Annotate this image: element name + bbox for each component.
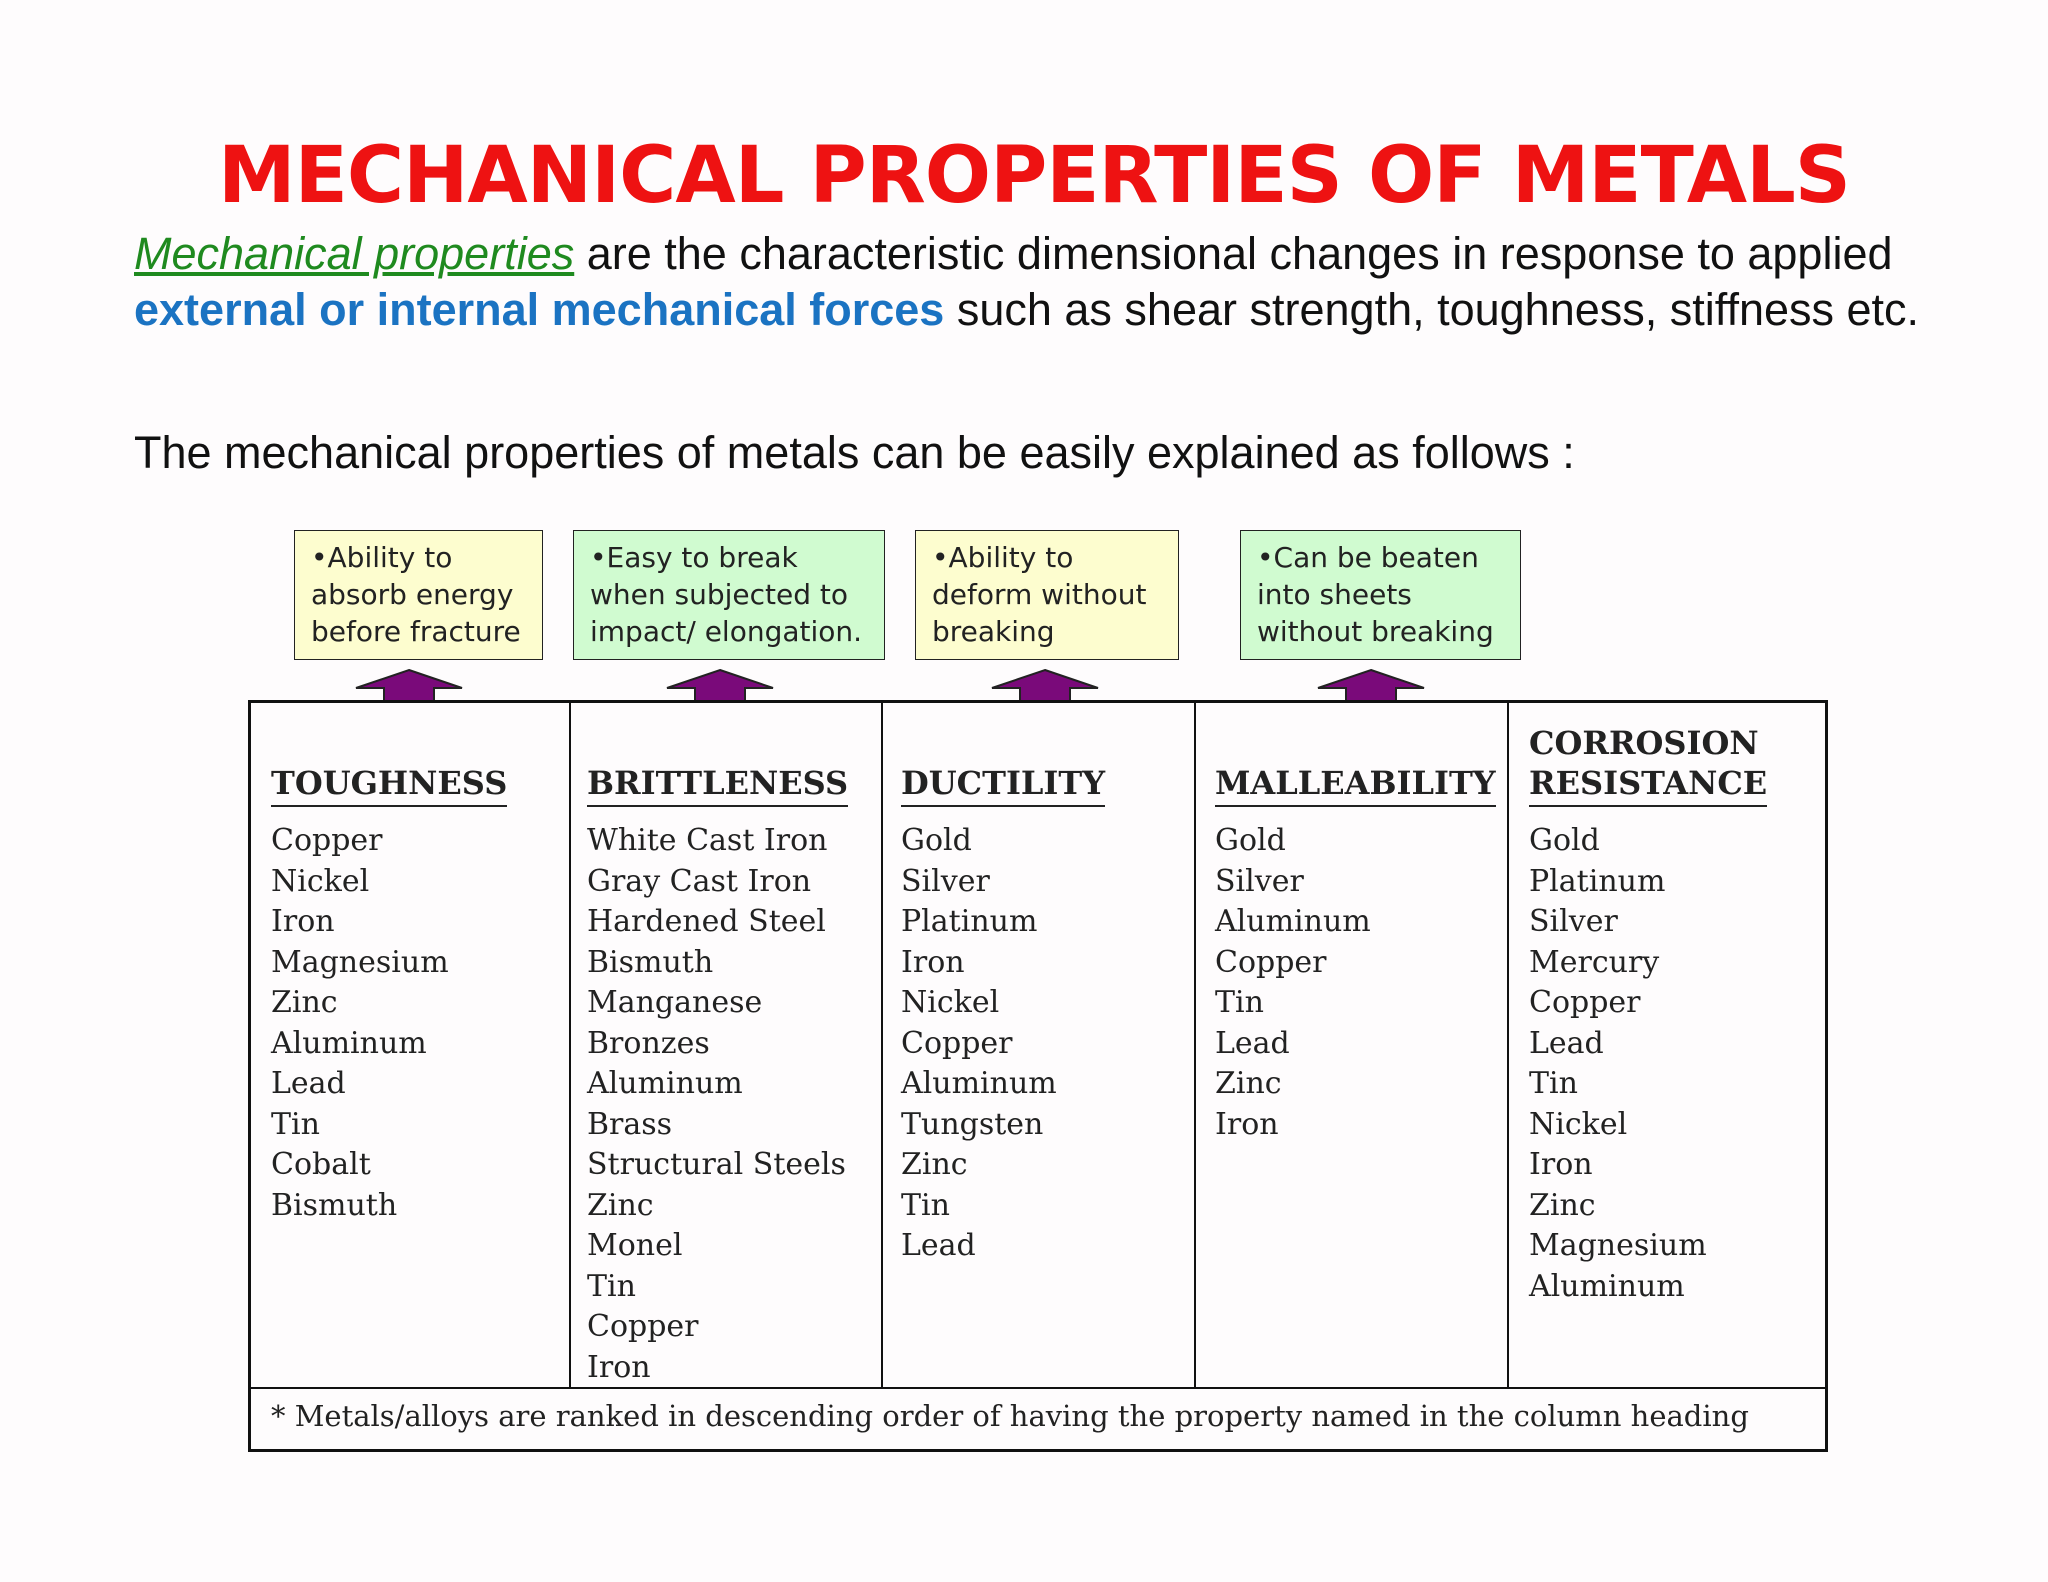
metal-item: Zinc (901, 1147, 968, 1182)
metal-item: Lead (901, 1228, 976, 1263)
column-corrosion-resistance (1529, 723, 1767, 1307)
metal-list (271, 821, 507, 1226)
metal-item: Copper (1215, 944, 1327, 980)
metal-item: Tin (1529, 1066, 1578, 1101)
lead-sentence: The mechanical properties of metals can be easily explained as follows : (134, 427, 1575, 478)
metal-item: Aluminum (587, 1066, 743, 1101)
metal-item: Aluminum (271, 1025, 427, 1061)
metal-item: Bronzes (587, 1025, 710, 1061)
footnote-divider (251, 1387, 1825, 1389)
column-divider (1194, 703, 1196, 1387)
metal-item: Silver (1529, 904, 1618, 939)
metal-item: Gold (1529, 823, 1600, 858)
metal-list (1215, 821, 1496, 1145)
callout-brittleness: •Easy to break when subjected to impact/ elongation. (573, 530, 885, 660)
metal-item: Monel (587, 1228, 683, 1263)
metal-item: Silver (1215, 863, 1304, 899)
metal-item: Cobalt (271, 1147, 371, 1182)
metal-item: Gold (1215, 823, 1286, 858)
column-divider (569, 703, 571, 1387)
metal-item: Bismuth (587, 944, 714, 980)
table-footnote: * Metals/alloys are ranked in descending order of having the property named in the column heading (271, 1399, 1749, 1433)
column-heading: TOUGHNESS (271, 763, 507, 807)
column-divider (881, 703, 883, 1387)
metal-item: Tin (271, 1106, 320, 1142)
intro-text-2: such as shear strength, toughness, stiffness etc. (944, 284, 1920, 335)
metal-list (1529, 821, 1767, 1307)
metal-item: Brass (587, 1106, 673, 1142)
metal-item: Gold (901, 823, 972, 858)
column-heading: MALLEABILITY (1215, 763, 1496, 807)
metal-item: Iron (1215, 1106, 1279, 1142)
metal-item: Nickel (271, 863, 370, 899)
metal-item: Magnesium (271, 944, 449, 980)
column-heading: CORROSION RESISTANCE (1529, 723, 1767, 807)
metal-item: Nickel (1529, 1106, 1628, 1142)
metal-list (901, 821, 1105, 1267)
metal-item: Hardened Steel (587, 904, 826, 939)
callout-malleability: •Can be beaten into sheets without breaking (1240, 530, 1521, 660)
metal-item: Aluminum (1529, 1268, 1685, 1304)
column-divider (1507, 703, 1509, 1387)
metal-item: Copper (901, 1025, 1013, 1061)
metal-item: Aluminum (901, 1066, 1057, 1101)
intro-text-1: are the characteristic dimensional changes in response to applied (574, 228, 1893, 279)
metal-item: Bismuth (271, 1187, 398, 1223)
column-ductility (901, 763, 1105, 1267)
callout-toughness: •Ability to absorb energy before fracture (294, 530, 543, 660)
metal-item: Iron (587, 1349, 651, 1385)
metal-item: Platinum (1529, 863, 1666, 899)
metal-item: Iron (901, 944, 965, 980)
metal-item: Iron (1529, 1147, 1593, 1182)
metal-item: Platinum (901, 904, 1038, 939)
term-link[interactable]: Mechanical properties (134, 228, 575, 279)
metal-item: Nickel (901, 985, 1000, 1020)
metal-item: Lead (1529, 1025, 1604, 1061)
metal-item: Zinc (1215, 1066, 1282, 1101)
column-heading: DUCTILITY (901, 763, 1105, 807)
callout-ductility: •Ability to deform without breaking (915, 530, 1179, 660)
metal-item: Zinc (1529, 1187, 1596, 1223)
metal-item: Copper (587, 1309, 699, 1344)
properties-table (248, 700, 1828, 1452)
column-heading: BRITTLENESS (587, 763, 848, 807)
intro-paragraph (134, 226, 1954, 338)
metal-item: Lead (271, 1066, 346, 1101)
column-brittleness (587, 763, 848, 1388)
metal-item: Tin (901, 1187, 950, 1223)
metal-item: Copper (271, 823, 383, 858)
metal-item: White Cast Iron (587, 823, 828, 858)
metal-item: Mercury (1529, 944, 1660, 980)
metal-item: Iron (271, 904, 335, 939)
metal-item: Copper (1529, 985, 1641, 1020)
metal-item: Magnesium (1529, 1228, 1707, 1263)
metal-item: Zinc (587, 1187, 654, 1223)
metal-list (587, 821, 848, 1388)
column-malleability (1215, 763, 1496, 1145)
metal-item: Silver (901, 863, 990, 899)
intro-highlight: external or internal mechanical forces (134, 284, 945, 335)
metal-item: Tin (1215, 985, 1264, 1020)
metal-item: Aluminum (1215, 904, 1371, 939)
metal-item: Structural Steels (587, 1147, 846, 1182)
metal-item: Tin (587, 1268, 636, 1304)
column-toughness (271, 763, 507, 1226)
page-title: MECHANICAL PROPERTIES OF METALS (218, 131, 1850, 221)
metal-item: Manganese (587, 985, 763, 1020)
metal-item: Lead (1215, 1025, 1290, 1061)
metal-item: Zinc (271, 985, 338, 1020)
metal-item: Gray Cast Iron (587, 863, 812, 899)
metal-item: Tungsten (901, 1106, 1044, 1142)
